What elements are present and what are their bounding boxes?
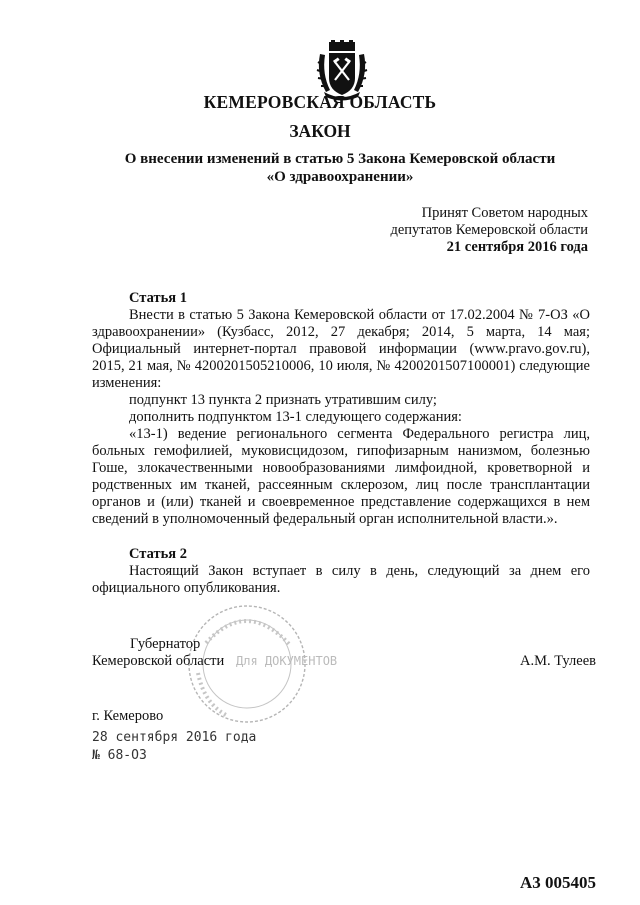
adoption-date: 21 сентября 2016 года [446,239,588,255]
law-title [40,150,640,186]
article-1-paragraph: подпункт 13 пункта 2 признать утратившим силу; [129,392,437,408]
stamp-text: Для ДОКУМЕНТОВ [236,654,338,668]
article-2 [92,546,590,597]
signer-name: А.М. Тулеев [520,653,596,669]
adoption-line2: депутатов Кемеровской области [390,222,588,238]
signer-position-line2: Кемеровской области [92,653,225,669]
region-heading: КЕМЕРОВСКАЯ ОБЛАСТЬ [203,92,437,112]
law-title-line1: О внесении изменений в статью 5 Закона Кемеровской области [124,151,556,167]
article-1-heading: Статья 1 [129,290,187,306]
article-2-paragraph: Настоящий Закон вступает в силу в день, следующий за днем его официального опубликования. [92,563,590,596]
adoption-line1: Принят Советом народных [421,205,588,221]
city-of-signing: г. Кемерово [92,708,164,724]
signer-position-line1: Губернатор [130,636,201,652]
law-title-line2: «О здравоохранении» [266,169,414,185]
form-serial-number: А3 005405 [519,873,596,892]
registration-date: 28 сентября 2016 года [92,730,257,745]
article-1 [92,290,590,528]
document-type-heading: ЗАКОН [289,121,351,141]
article-1-paragraph: Внести в статью 5 Закона Кемеровской области от 17.02.2004 № 7-ОЗ «О здравоохранении» (Кузбасс, 2012, 27 декабря; 2014, 5 марта, 14 мая; Официальный интернет-портал правовой информации (www.pravo.gov.ru), 2015, 21 мая, № 4200201505210006, 10 июля, № 4200201507100001) следующие изменения: [92,307,590,391]
article-1-paragraph: «13-1) ведение регионального сегмента Федерального регистра лиц, больных гемофилией, муковисцидозом, гипофизарным нанизмом, болезнью Гоше, злокачественными новообразованиями лимфоидной, кроветворной и родственных им тканей, рассеянным склерозом, лиц после трансплантации органов и (или) тканей и своевременное представление содержащихся в нем сведений в уполномоченный федеральный орган исполнительной власти.». [92,426,590,527]
adoption-block [390,205,588,256]
registration-number: № 68-ОЗ [92,748,147,763]
article-1-paragraph: дополнить подпунктом 13-1 следующего содержания: [129,409,462,425]
article-2-heading: Статья 2 [129,546,187,562]
